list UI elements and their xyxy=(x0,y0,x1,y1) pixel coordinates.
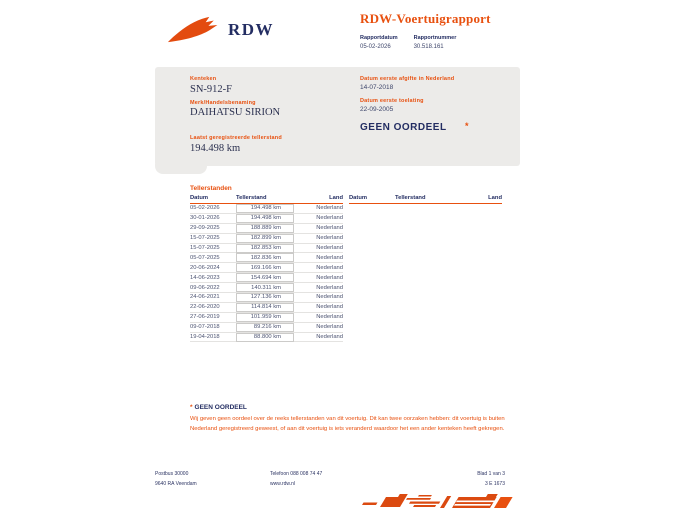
oordeel-asterisk: * xyxy=(465,121,469,131)
row-tellerstand-box xyxy=(236,204,294,213)
report-date-field xyxy=(360,35,398,50)
footer-website-link[interactable]: www.rdw.nl xyxy=(270,481,296,487)
footnote-heading xyxy=(190,404,522,411)
footnote-asterisk: * xyxy=(190,404,193,411)
kenteken-field xyxy=(190,76,282,95)
table-row xyxy=(190,333,343,343)
table-row xyxy=(190,234,343,244)
footer-page-number: Blad 1 van 3 xyxy=(477,471,505,477)
row-datum: 27-06-2019 xyxy=(190,314,220,321)
row-land: Nederland xyxy=(316,205,343,212)
row-datum: 29-09-2025 xyxy=(190,225,220,232)
row-tellerstand-box xyxy=(236,273,294,282)
col-header-tellerstand: Tellerstand xyxy=(236,195,267,201)
report-header xyxy=(360,11,491,50)
odometer-table-left-group xyxy=(190,195,343,342)
row-datum: 15-07-2025 xyxy=(190,245,220,251)
rdw-wing-icon xyxy=(167,13,221,46)
table-row xyxy=(190,204,343,214)
footer-address xyxy=(155,469,270,489)
laatste-tellerstand-field xyxy=(190,135,282,154)
report-date-value: 05-02-2026 xyxy=(360,43,391,50)
merk-field xyxy=(190,100,282,119)
kenteken-value: SN-912-F xyxy=(190,83,233,95)
row-tellerstand: 182.853 km xyxy=(250,245,281,252)
merk-label: Merk/Handelsbenaming xyxy=(190,99,256,106)
row-tellerstand: 194.498 km xyxy=(250,205,281,212)
report-number-label: Rapportnummer xyxy=(413,35,457,41)
table-row xyxy=(190,283,343,293)
row-datum: 20-06-2024 xyxy=(190,264,220,271)
row-tellerstand-box xyxy=(236,234,294,243)
row-tellerstand-box xyxy=(236,224,294,233)
row-tellerstand: 127.136 km xyxy=(250,294,281,301)
row-tellerstand: 89.216 km xyxy=(253,324,281,331)
table-header-left xyxy=(190,195,343,204)
row-tellerstand: 140.311 km xyxy=(251,284,281,291)
row-tellerstand-box xyxy=(236,253,294,262)
rdw-logo xyxy=(167,13,274,46)
table-row xyxy=(190,214,343,224)
eerste-afgifte-field xyxy=(360,76,490,91)
row-datum: 22-06-2020 xyxy=(190,304,220,311)
row-land: Nederland xyxy=(316,284,343,291)
eerste-toelating-value: 22-09-2005 xyxy=(360,106,394,113)
kenteken-label: Kenteken xyxy=(190,76,217,82)
row-datum: 15-07-2025 xyxy=(190,235,220,242)
row-datum: 09-07-2018 xyxy=(190,324,220,331)
row-tellerstand: 114.814 km xyxy=(251,304,281,311)
panel-tab-decoration xyxy=(155,164,207,174)
laatste-tellerstand-label: Laatst geregistreerde tellerstand xyxy=(190,135,282,141)
table-row xyxy=(190,293,343,303)
row-land: Nederland xyxy=(316,294,343,301)
row-datum: 24-06-2021 xyxy=(190,294,220,301)
report-number-field xyxy=(414,35,457,50)
row-land: Nederland xyxy=(316,304,343,311)
col-header-datum: Datum xyxy=(190,195,209,201)
row-datum: 14-06-2023 xyxy=(190,274,220,281)
eerste-toelating-field xyxy=(360,98,490,113)
odometer-table-right-group xyxy=(349,195,502,342)
row-land: Nederland xyxy=(316,235,343,242)
footer-address-line1: Postbus 30000 xyxy=(155,471,189,477)
table-row xyxy=(190,323,343,333)
row-tellerstand-box xyxy=(236,333,294,342)
report-title: RDW-Voertuigrapport xyxy=(360,11,491,26)
page-footer xyxy=(155,469,505,489)
footer-form-code: 3 E 1673 xyxy=(484,481,505,487)
row-land: Nederland xyxy=(316,225,343,232)
table-row xyxy=(190,303,343,313)
table-row xyxy=(190,244,343,254)
table-row xyxy=(190,263,343,273)
table-header-right xyxy=(349,195,502,204)
row-land: Nederland xyxy=(316,274,343,281)
row-datum: 05-02-2026 xyxy=(190,205,220,212)
row-tellerstand: 154.694 km xyxy=(250,274,281,281)
rdw-logo-text: RDW xyxy=(228,19,275,39)
row-land: Nederland xyxy=(316,215,343,222)
report-date-label: Rapportdatum xyxy=(360,35,398,41)
eerste-afgifte-label: Datum eerste afgifte in Nederland xyxy=(360,76,455,82)
eerste-afgifte-value: 14-07-2018 xyxy=(360,84,394,91)
table-row xyxy=(190,253,343,263)
row-tellerstand: 182.899 km xyxy=(250,235,281,242)
summary-right-column xyxy=(360,76,490,133)
row-datum: 09-06-2022 xyxy=(190,284,220,291)
oordeel-footnote xyxy=(190,404,522,434)
summary-left-column xyxy=(190,76,282,154)
row-tellerstand-box xyxy=(236,303,294,312)
merk-value: DAIHATSU SIRION xyxy=(190,107,281,118)
odometer-table-body xyxy=(190,204,343,342)
table-row xyxy=(190,224,343,234)
col-header-tellerstand: Tellerstand xyxy=(395,195,426,201)
vehicle-summary-panel xyxy=(155,67,520,166)
col-header-datum: Datum xyxy=(349,195,368,201)
footer-contact xyxy=(270,469,477,489)
row-datum: 30-01-2026 xyxy=(190,215,220,222)
footnote-text: Wij geven geen oordeel over de reeks tellerstanden van dit voertuig. Dit kan twee oorzaken hebben: dit voertuig is buiten Nederland geregistreerd geweest, of aan dit voertuig is iets veranderd waardoor het een ander kenteken heeft gekregen. xyxy=(190,416,505,432)
row-tellerstand: 101.959 km xyxy=(250,314,281,321)
row-land: Nederland xyxy=(316,264,343,271)
footnote-title: GEEN OORDEEL xyxy=(194,404,247,411)
footer-address-line2: 9640 RA Veendam xyxy=(155,481,197,487)
odometer-table xyxy=(190,195,502,342)
row-tellerstand: 88.800 km xyxy=(253,334,281,341)
tellerstanden-section-title: Tellerstanden xyxy=(190,185,232,192)
row-land: Nederland xyxy=(316,334,343,341)
row-tellerstand: 188.889 km xyxy=(250,225,281,232)
eerste-toelating-label: Datum eerste toelating xyxy=(360,98,424,104)
footer-phone: Telefoon 088 008 74 47 xyxy=(270,471,323,477)
report-number-value: 30.518.161 xyxy=(413,43,444,50)
row-tellerstand-box xyxy=(236,283,294,292)
col-header-land: Land xyxy=(329,195,343,201)
row-land: Nederland xyxy=(316,254,343,261)
row-land: Nederland xyxy=(316,324,343,331)
row-tellerstand: 194.498 km xyxy=(250,215,281,222)
oordeel-verdict: GEEN OORDEEL xyxy=(360,122,447,133)
row-land: Nederland xyxy=(316,314,343,321)
row-datum: 19-04-2018 xyxy=(190,334,220,341)
row-datum: 05-07-2025 xyxy=(190,254,220,261)
report-meta xyxy=(360,35,491,50)
row-tellerstand: 182.836 km xyxy=(250,254,281,261)
row-tellerstand: 169.166 km xyxy=(250,264,281,271)
table-row xyxy=(190,313,343,323)
row-land: Nederland xyxy=(316,245,343,251)
row-tellerstand-box xyxy=(236,293,294,302)
rdw-speed-stripes-decoration xyxy=(360,490,522,513)
row-tellerstand-box xyxy=(236,313,294,322)
laatste-tellerstand-value: 194.498 km xyxy=(190,142,241,154)
row-tellerstand-box xyxy=(236,244,294,253)
table-row xyxy=(190,273,343,283)
row-tellerstand-box xyxy=(236,214,294,223)
row-tellerstand-box xyxy=(236,263,294,272)
col-header-land: Land xyxy=(488,195,502,201)
footer-page-info xyxy=(477,469,505,489)
row-tellerstand-box xyxy=(236,323,294,332)
